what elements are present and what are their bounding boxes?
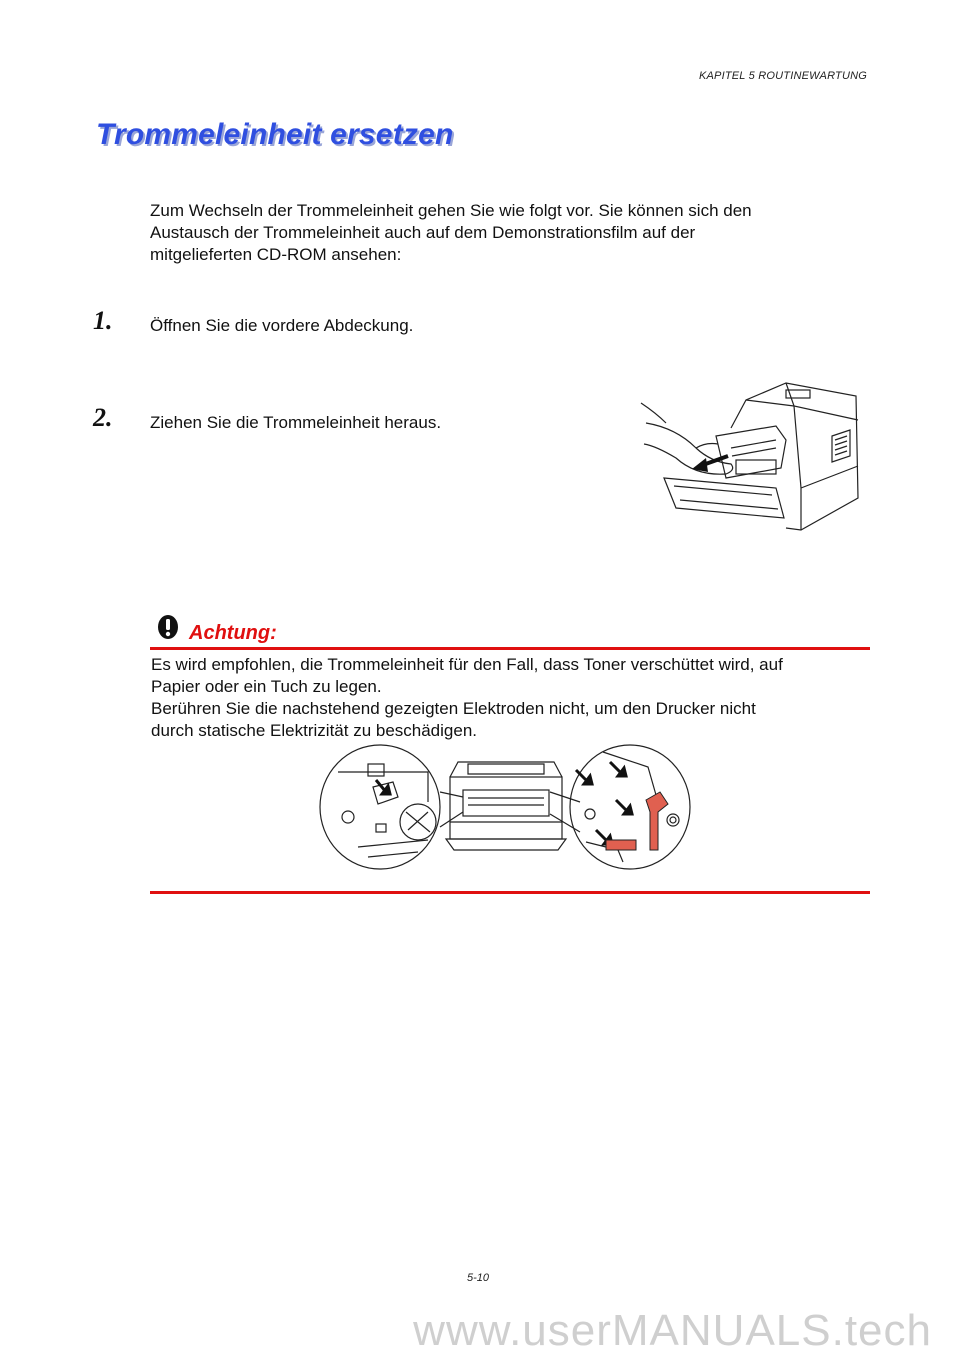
caution-line: Berühren Sie die nachstehend gezeigten Elektroden nicht, um den Drucker nicht: [151, 699, 756, 718]
caution-bottom-divider: [150, 891, 870, 894]
caution-line: Papier oder ein Tuch zu legen.: [151, 677, 382, 696]
caution-title: Achtung:: [189, 622, 277, 644]
caution-line: Es wird empfohlen, die Trommeleinheit für den Fall, dass Toner verschüttet wird, auf: [151, 655, 783, 674]
caution-text: [151, 654, 871, 742]
caution-top-divider: [150, 647, 870, 650]
watermark: www.userMANUALS.tech: [413, 1306, 932, 1355]
step-2-text: Ziehen Sie die Trommeleinheit heraus.: [150, 413, 442, 432]
intro-line: mitgelieferten CD-ROM ansehen:: [150, 245, 402, 264]
page-number: 5-10: [467, 1272, 490, 1284]
caution-line: durch statische Elektrizität zu beschädigen.: [151, 721, 478, 740]
intro-line: Zum Wechseln der Trommeleinheit gehen Sie wie folgt vor. Sie können sich den: [150, 201, 752, 220]
chapter-header: KAPITEL 5 ROUTINEWARTUNG: [698, 70, 867, 82]
intro-line: Austausch der Trommeleinheit auch auf dem Demonstrationsfilm auf der: [150, 223, 696, 242]
intro-paragraph: [150, 200, 870, 266]
exclamation-icon: [155, 614, 181, 640]
step-1-number: 1.: [93, 306, 113, 335]
step-2-number: 2.: [93, 403, 113, 432]
electrode-locations-illustration: [318, 742, 694, 872]
page-title: Trommeleinheit ersetzen: [96, 118, 454, 151]
printer-drum-removal-illustration: [636, 378, 868, 536]
step-1-text: Öffnen Sie die vordere Abdeckung.: [150, 316, 414, 335]
